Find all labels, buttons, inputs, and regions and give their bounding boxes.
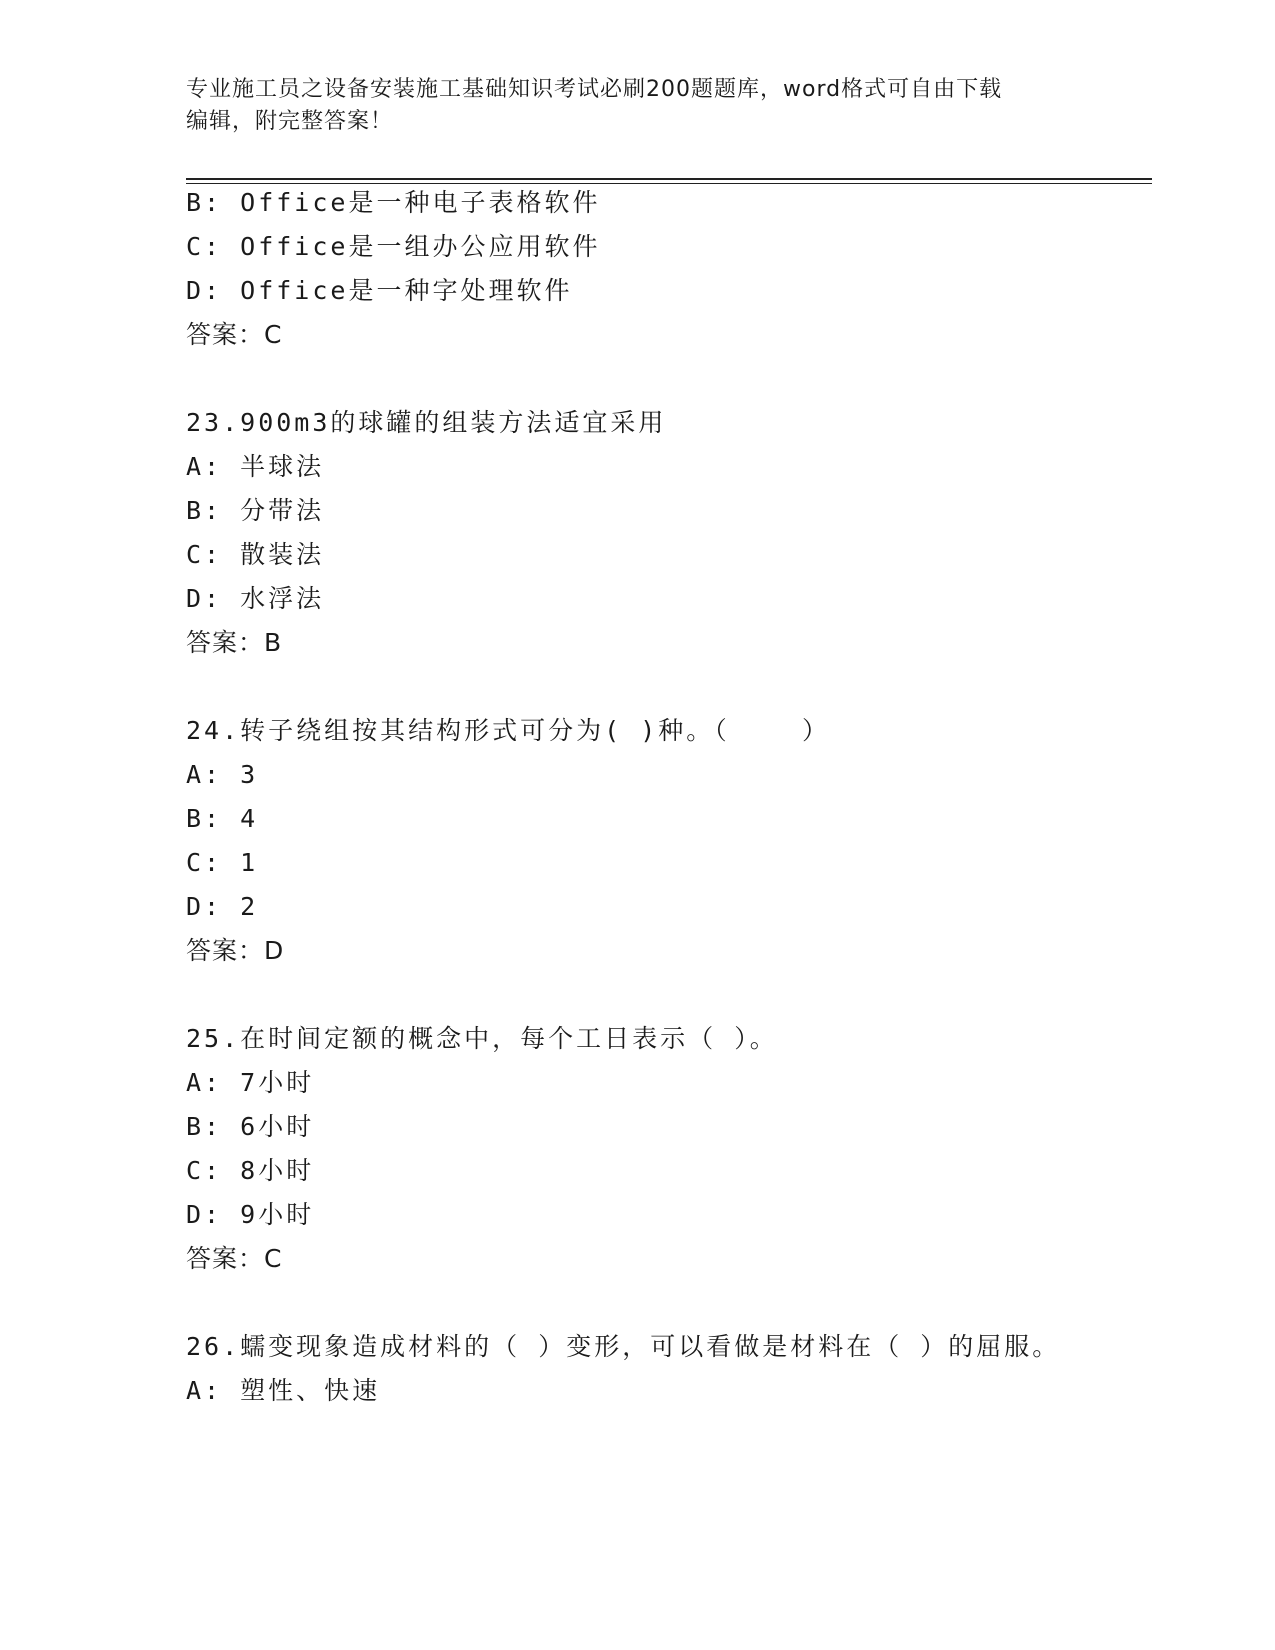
q23-option-d: D: 水浮法 bbox=[186, 584, 325, 613]
q23-option-a: A: 半球法 bbox=[186, 452, 325, 481]
document-header bbox=[186, 74, 1086, 138]
header-title-line-1: 专业施工员之设备安装施工基础知识考试必刷200题题库，word格式可自由下载 bbox=[186, 77, 1003, 102]
q23-answer: 答案：B bbox=[186, 628, 283, 657]
q22-option-c: C: Office是一组办公应用软件 bbox=[186, 232, 601, 261]
q24-option-d: D: 2 bbox=[186, 892, 259, 921]
q25-option-b: B: 6小时 bbox=[186, 1112, 315, 1141]
q23-question: 23.900m3的球罐的组装方法适宜采用 bbox=[186, 408, 667, 437]
header-divider-thick bbox=[186, 178, 1152, 180]
q24-option-b: B: 4 bbox=[186, 804, 259, 833]
q25-option-d: D: 9小时 bbox=[186, 1200, 315, 1229]
q24-option-a: A: 3 bbox=[186, 760, 259, 789]
q24-question: 24.转子绕组按其结构形式可分为( )种。（ ） bbox=[186, 716, 831, 745]
q25-option-c: C: 8小时 bbox=[186, 1156, 315, 1185]
header-title-line-2: 编辑，附完整答案！ bbox=[186, 109, 394, 134]
q24-option-c: C: 1 bbox=[186, 848, 259, 877]
q26-question: 26.蠕变现象造成材料的（ ）变形，可以看做是材料在（ ）的屈服。 bbox=[186, 1332, 1061, 1361]
q25-answer: 答案：C bbox=[186, 1244, 283, 1273]
header-divider-thin bbox=[186, 183, 1152, 184]
q25-option-a: A: 7小时 bbox=[186, 1068, 315, 1097]
q25-question: 25.在时间定额的概念中，每个工日表示（ ）。 bbox=[186, 1024, 778, 1053]
q23-option-b: B: 分带法 bbox=[186, 496, 325, 525]
q26-option-a: A: 塑性、快速 bbox=[186, 1376, 381, 1405]
q23-option-c: C: 散装法 bbox=[186, 540, 325, 569]
q24-answer: 答案：D bbox=[186, 936, 285, 965]
q22-option-b: B: Office是一种电子表格软件 bbox=[186, 188, 601, 217]
q22-answer: 答案：C bbox=[186, 320, 283, 349]
q22-option-d: D: Office是一种字处理软件 bbox=[186, 276, 573, 305]
